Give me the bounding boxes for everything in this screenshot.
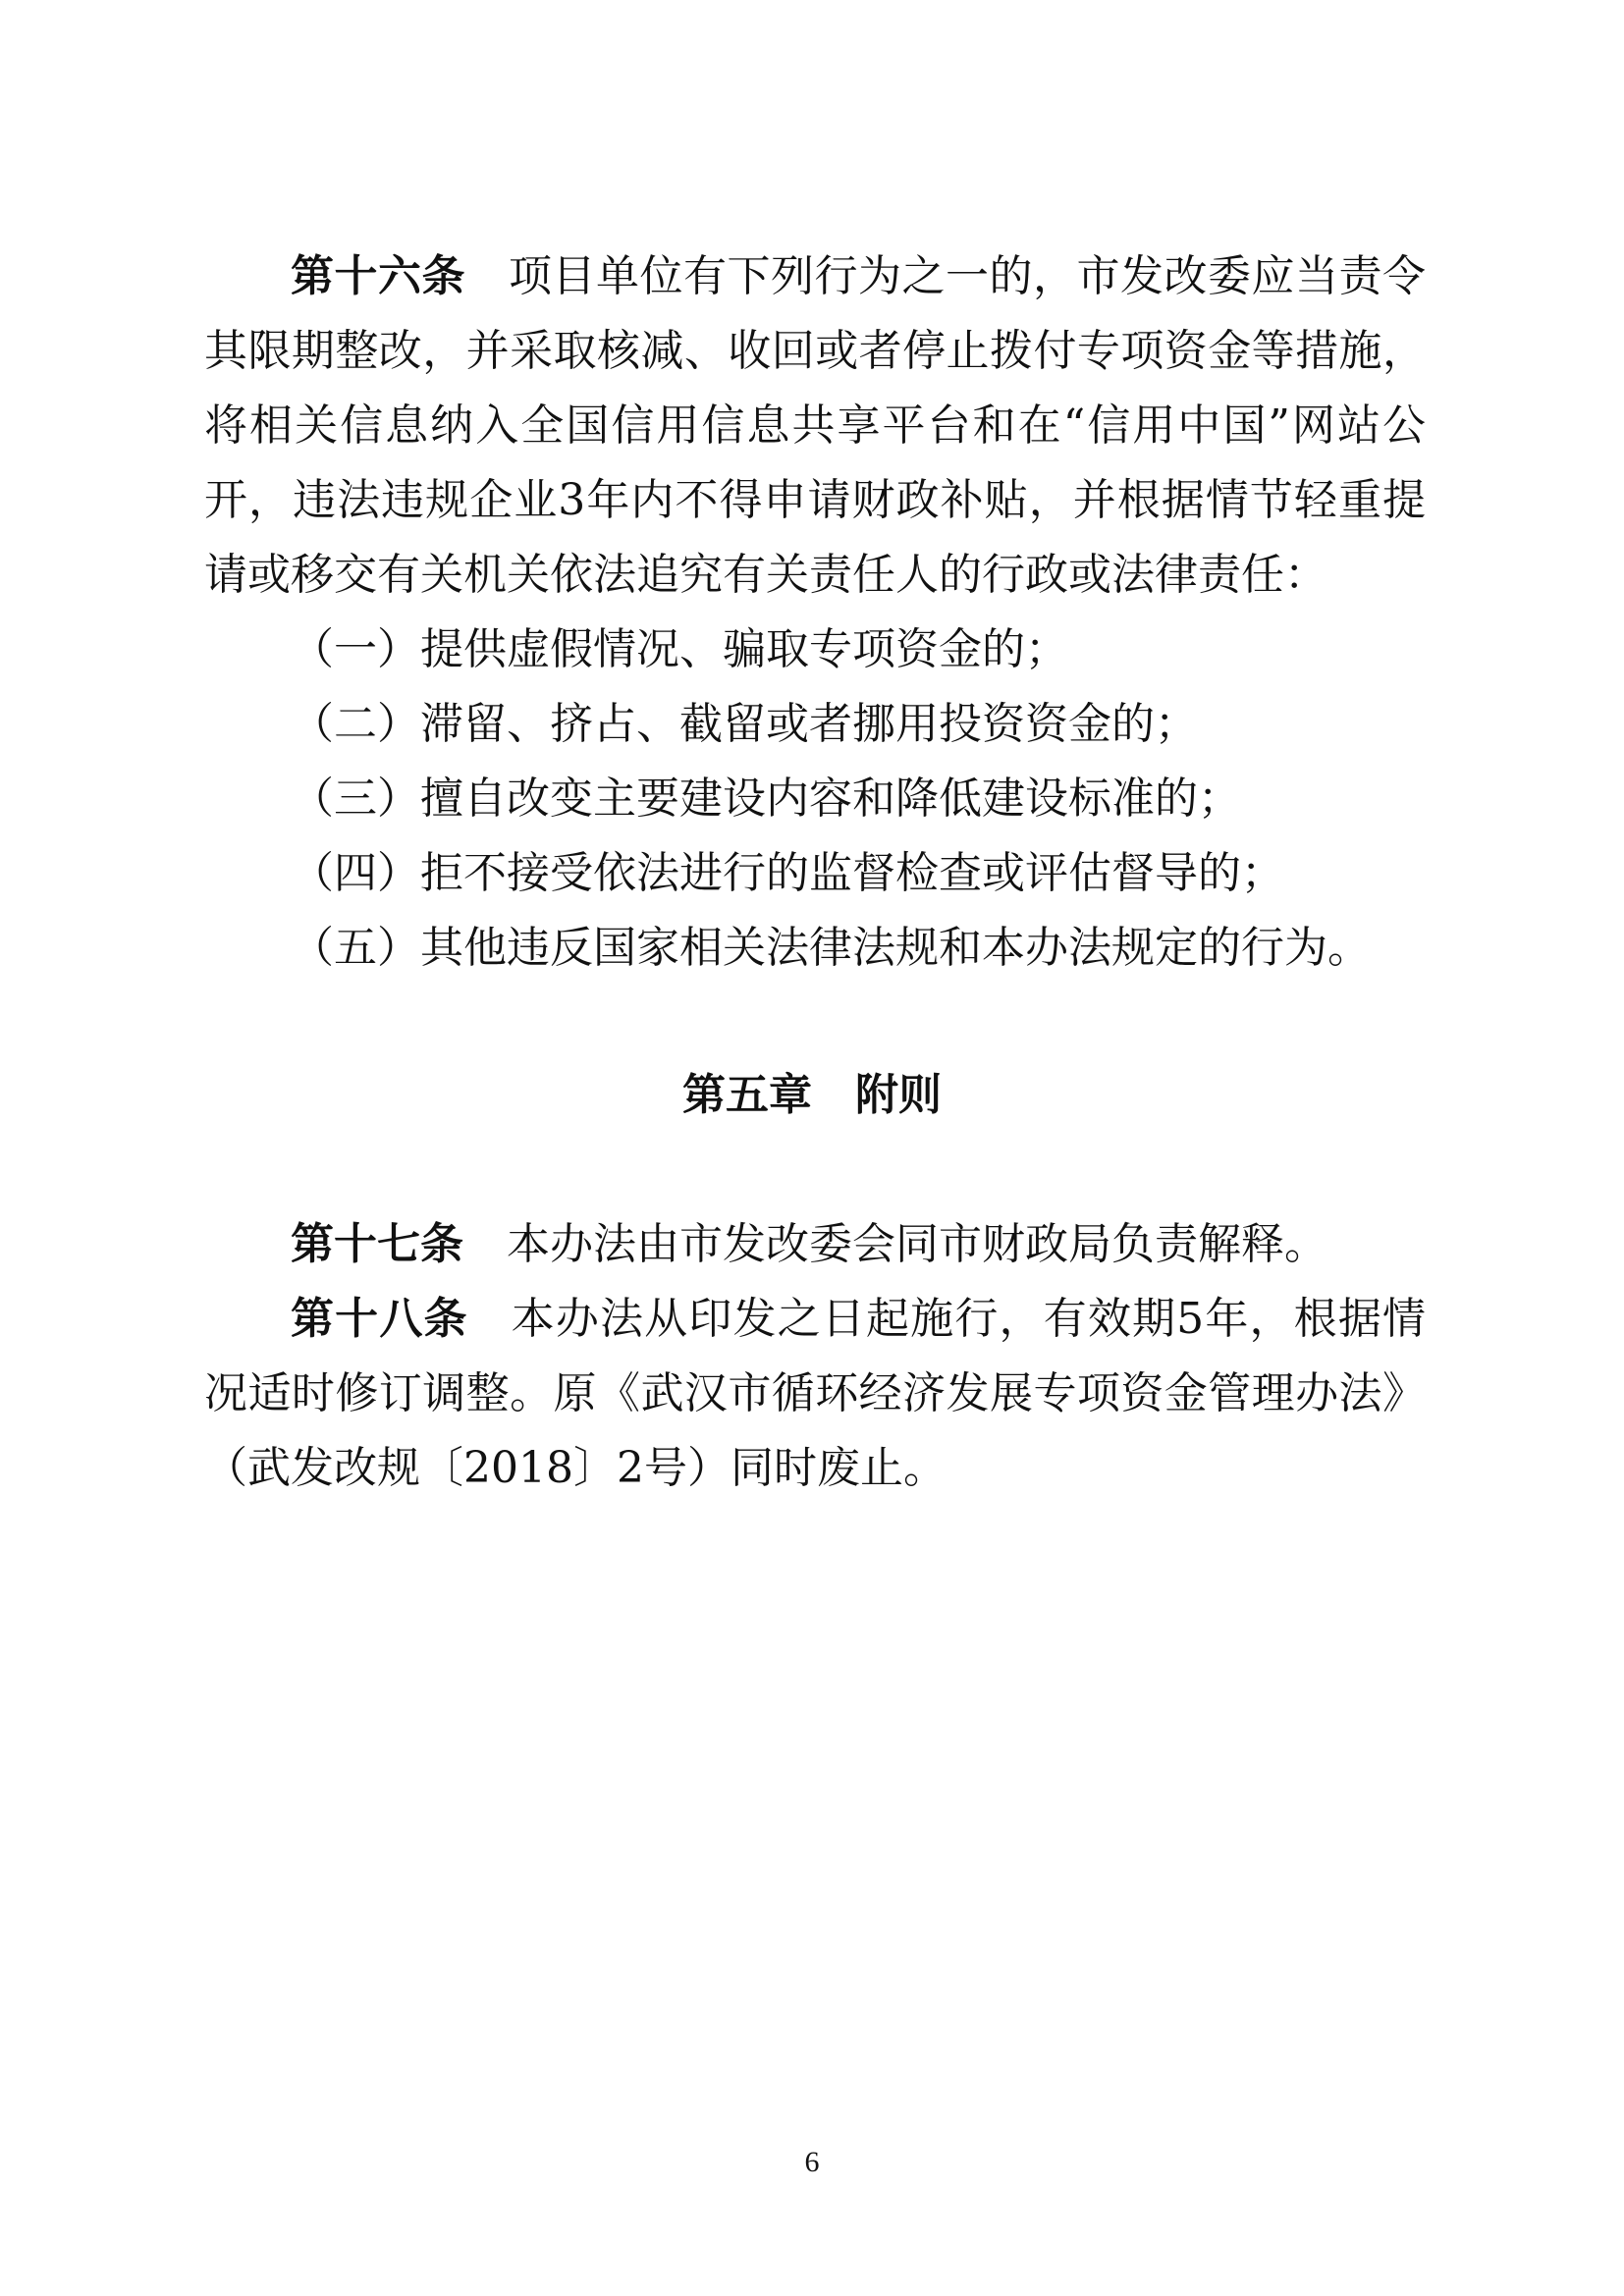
article-17-text: 本办法由市发改委会同市财政局负责解释。 bbox=[507, 1219, 1327, 1269]
article-16-label: 第十六条 bbox=[291, 251, 465, 301]
article-18-text: 本办法从印发之日起施行，有效期5年，根据情况适时修订调整。原《武汉市循环经济发展专项资金管理办法》（武发改规〔2018〕2号）同时废止。 bbox=[204, 1294, 1426, 1493]
article-16-text: 项目单位有下列行为之一的，市发改委应当责令其限期整改，并采取核减、收回或者停止拨付专项资金等措施，将相关信息纳入全国信用信息共享平台和在“信用中国”网站公开，违法违规企业3年内不得申请财政补贴，并根据情节轻重提请或移交有关机关依法追究有关责任人的行政或法律责任： bbox=[204, 251, 1426, 600]
article-16-item-5: （五）其他违反国家相关法律法规和本办法规定的行为。 bbox=[291, 923, 1371, 973]
article-18-paragraph bbox=[204, 1282, 1426, 1506]
article-16-paragraph bbox=[204, 240, 1426, 613]
article-17-paragraph bbox=[204, 1207, 1426, 1282]
article-17-label: 第十七条 bbox=[291, 1219, 463, 1269]
chapter-heading: 第五章 附则 bbox=[682, 1070, 942, 1120]
page-number: 6 bbox=[804, 2146, 820, 2178]
article-18-label: 第十八条 bbox=[291, 1294, 468, 1344]
article-16-item-4: （四）拒不接受依法进行的监督检查或评估督导的； bbox=[291, 848, 1284, 898]
article-16-item-3: （三）擅自改变主要建设内容和降低建设标准的； bbox=[291, 774, 1241, 824]
article-16-item-2: （二）滞留、挤占、截留或者挪用投资资金的； bbox=[291, 699, 1198, 749]
article-16-item-1: （一）提供虚假情况、骗取专项资金的； bbox=[291, 624, 1068, 674]
